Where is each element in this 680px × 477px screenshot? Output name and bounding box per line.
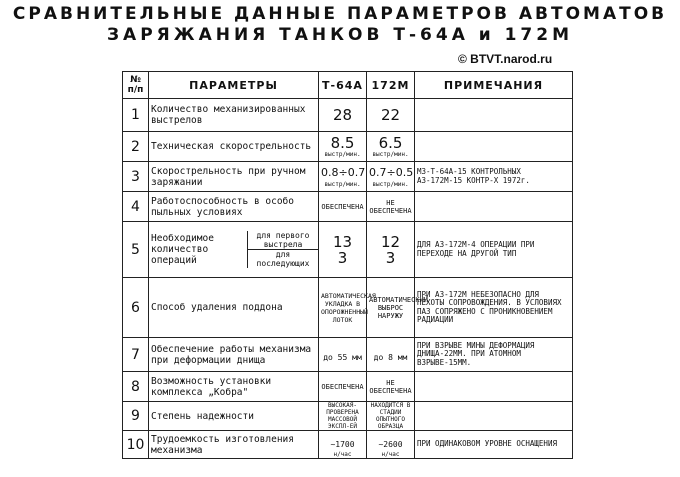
row-t64-value: 28 xyxy=(319,99,367,132)
row-parameter: Количество механизированных выстрелов xyxy=(149,99,319,132)
first-shot-label: для первого выстрела xyxy=(256,231,310,249)
row-t64-value: ~1700 н/час xyxy=(319,431,367,459)
document-title-line2: ЗАРЯЖАНИЯ ТАНКОВ Т-64А и 172М xyxy=(106,25,574,45)
table-header-row xyxy=(123,72,573,99)
row-parameter: Способ удаления поддона xyxy=(149,278,319,338)
row-note xyxy=(415,402,573,431)
row-note: ПРИ ВЗРЫВЕ МИНЫ ДЕФОРМАЦИЯ ДНИЩА-22ММ. ПРИ АТОМНОМ ВЗРЫВЕ-15ММ. xyxy=(415,338,573,372)
table-row xyxy=(123,222,573,278)
row-t64-value: ОБЕСПЕЧЕНА xyxy=(319,372,367,402)
header-parameters: ПАРАМЕТРЫ xyxy=(149,72,319,99)
row-t64-value: АВТОМАТИЧЕСКАЯ УКЛАДКА В ОПОРОЖНЕННЫЙ ЛОТОК xyxy=(319,278,367,338)
row-parameter: Техническая скорострельность xyxy=(149,132,319,162)
row-172m-value: 6.5 выстр/мин. xyxy=(367,132,415,162)
row-number: 2 xyxy=(123,132,149,162)
row-172m-value: ~2600 н/час xyxy=(367,431,415,459)
header-172m: 172М xyxy=(367,72,415,99)
table-row xyxy=(123,278,573,338)
subsequent-shots-label: для последующих xyxy=(248,249,318,268)
table-row xyxy=(123,338,573,372)
document-title-line1: СРАВНИТЕЛЬНЫЕ ДАННЫЕ ПАРАМЕТРОВ АВТОМАТОВ xyxy=(12,4,668,24)
row-number: 3 xyxy=(123,162,149,192)
table-row xyxy=(123,402,573,431)
row-parameter: Скорострельность при ручном заряжании xyxy=(149,162,319,192)
row-t64-value: 13 3 xyxy=(319,222,367,278)
table-row xyxy=(123,372,573,402)
comparison-table xyxy=(122,71,573,459)
table-row xyxy=(123,162,573,192)
row-number: 8 xyxy=(123,372,149,402)
row-172m-value: НЕ ОБЕСПЕЧЕНА xyxy=(367,192,415,222)
row-note xyxy=(415,192,573,222)
row-note: ПРИ ОДИНАКОВОМ УРОВНЕ ОСНАЩЕНИЯ xyxy=(415,431,573,459)
row-t64-value: 0.8÷0.7 выстр/мин. xyxy=(319,162,367,192)
row-number: 10 xyxy=(123,431,149,459)
row-172m-value: НАХОДИТСЯ В СТАДИИ ОПЫТНОГО ОБРАЗЦА xyxy=(367,402,415,431)
row-172m-value: 12 3 xyxy=(367,222,415,278)
row-number: 4 xyxy=(123,192,149,222)
row-number: 9 xyxy=(123,402,149,431)
row-note: ПРИ АЗ-172М НЕБЕЗОПАСНО ДЛЯ ПЕХОТЫ СОПРОВОЖДЕНИЯ. В УСЛОВИЯХ ПАЗ СОПРЯЖЕНО С ПРОНИКНОВЕНИЕМ РАДИАЦИИ xyxy=(415,278,573,338)
row-parameter: Степень надежности xyxy=(149,402,319,431)
table-row xyxy=(123,192,573,222)
row-number: 5 xyxy=(123,222,149,278)
credit-watermark: © BTVT.narod.ru xyxy=(458,52,553,66)
table-row xyxy=(123,431,573,459)
row-note xyxy=(415,99,573,132)
row-number: 1 xyxy=(123,99,149,132)
row-t64-value: 8.5 выстр/мин. xyxy=(319,132,367,162)
row-parameter: Возможность установки комплекса „Кобра" xyxy=(149,372,319,402)
table-row xyxy=(123,132,573,162)
header-notes: ПРИМЕЧАНИЯ xyxy=(415,72,573,99)
row-parameter: Обеспечение работы механизма при деформации днища xyxy=(149,338,319,372)
row-172m-value: до 8 мм xyxy=(367,338,415,372)
row-parameter: Трудоемкость изготовления механизма xyxy=(149,431,319,459)
row-parameter xyxy=(149,222,319,278)
row-172m-value: НЕ ОБЕСПЕЧЕНА xyxy=(367,372,415,402)
row-t64-value: ВЫСОКАЯ-ПРОВЕРЕНА МАССОВОЙ ЭКСПЛ-ЕЙ xyxy=(319,402,367,431)
row-note xyxy=(415,132,573,162)
row-number: 7 xyxy=(123,338,149,372)
row-note xyxy=(415,372,573,402)
row-172m-value: 0.7÷0.5 выстр/мин. xyxy=(367,162,415,192)
row-number: 6 xyxy=(123,278,149,338)
row-parameter: Работоспособность в особо пыльных условиях xyxy=(149,192,319,222)
operations-label: Необходимое количество операций xyxy=(151,233,214,266)
row-note: ДЛЯ АЗ-172М-4 ОПЕРАЦИИ ПРИ ПЕРЕХОДЕ НА ДРУГОЙ ТИП xyxy=(415,222,573,278)
table-row xyxy=(123,99,573,132)
row-note: МЗ-Т-64А-15 КОНТРОЛЬНЫХ АЗ-172М-15 КОНТР-Х 1972г. xyxy=(415,162,573,192)
header-number: № п/п xyxy=(123,72,149,99)
header-t64a: Т-64А xyxy=(319,72,367,99)
row-172m-value: 22 xyxy=(367,99,415,132)
row-t64-value: ОБЕСПЕЧЕНА xyxy=(319,192,367,222)
row-t64-value: до 55 мм xyxy=(319,338,367,372)
row-172m-value: АВТОМАТИЧЕСКИЙ ВЫБРОС НАРУЖУ xyxy=(367,278,415,338)
